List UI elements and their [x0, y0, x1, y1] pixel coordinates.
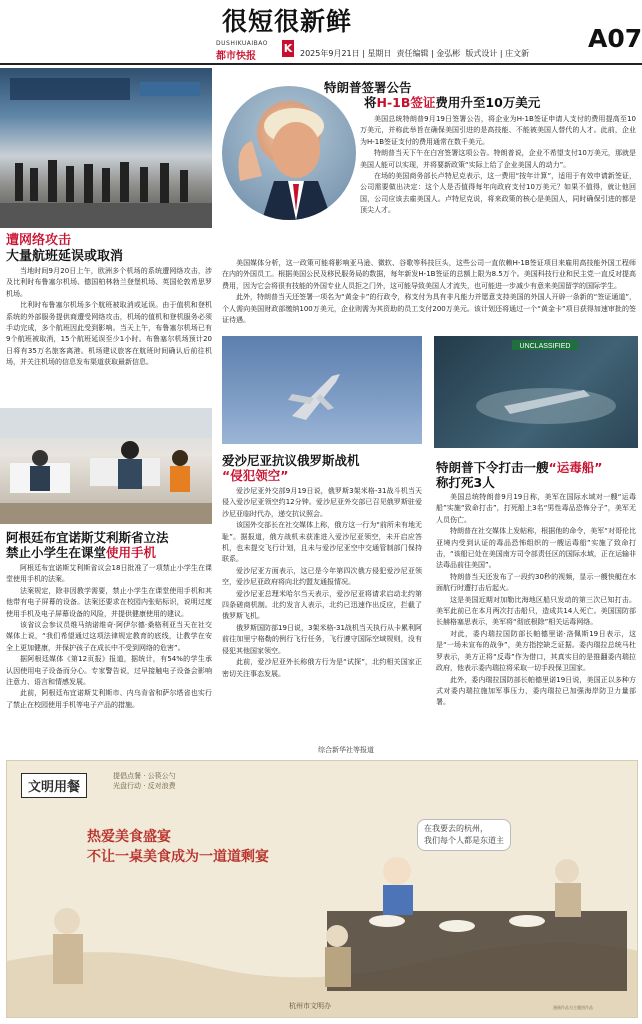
psa-slogan-line1: 热爱美食盛宴: [87, 829, 171, 845]
airport-crowd-illustration: [0, 68, 212, 228]
banquet-illustration: [7, 761, 638, 1018]
estonia-body: [222, 486, 422, 742]
boat-para-5: 对此，委内瑞拉国防部长帕德里诺·洛佩斯19日表示，这是“一场未宣布的战争”，美方指控缺乏证据。委内瑞拉总统马杜罗表示，美方正将“反毒”作为借口，其真实目的是推翻委内瑞拉政府，他表示委内瑞拉将采取一切手段保卫国家。: [436, 629, 636, 673]
psa-tags: [113, 771, 176, 791]
estonia-para-6: 此前，爱沙尼亚外长称俄方行为是“试探”，北约相关国家正密切关注事态发展。: [222, 658, 422, 678]
boat-body: [436, 492, 636, 740]
logo-chinese: 都市快报: [216, 51, 256, 62]
airports-body: [6, 266, 212, 404]
h1b-body-upper: [360, 114, 636, 258]
airport-photo: [0, 68, 212, 228]
boat-para-3: 特朗普当天还发布了一段约30秒的视频，显示一艘快艇在水面航行时遭打击后起火。: [436, 572, 636, 593]
page-number: A07: [588, 24, 642, 53]
airports-headline: [6, 233, 212, 265]
psa-tag-2: 光盘行动 · 反对浪费: [113, 782, 176, 790]
h1b-para-1: 美国总统特朗普9月19日签署公告，将企业为H-1B签证申请人支付的费用提高至10万美元，并称此举旨在确保美国引进的是高技能、不能被美国人替代的人才。此前，企业为H-1B签证支付的费用通常在数千美元。: [360, 115, 636, 146]
h1b-headline-line1: 特朗普签署公告: [324, 80, 412, 95]
psa-banner: [6, 760, 638, 1018]
speech-bubble-line2: 我们每个人都是东道主: [424, 836, 504, 845]
section-title: 很短很新鲜: [222, 7, 353, 36]
h1b-headline-prefix: 将: [364, 95, 377, 111]
fighter-jet-photo: [222, 336, 422, 444]
psa-slogan: [87, 827, 269, 867]
psa-badge: 文明用餐: [21, 773, 87, 798]
airports-subheadline: 大量航班延误或取消: [6, 248, 124, 264]
h1b-para-2: 特朗普当天下午在白宫签署这项公告。特朗普说，企业不希望支付10万美元，那就是美国人能可以实现，并将要新政策“实际上给了企业美国人的动力”。: [360, 149, 636, 169]
estonia-para-1: 爱沙尼亚外交部9月19日说，俄罗斯3架米格-31战斗机当天侵入爱沙尼亚领空约12分钟。爱沙尼亚外交部已召见俄罗斯驻爱沙尼亚临时代办，递交抗议照会。: [222, 487, 422, 518]
speech-bubble-line1: 在我要去的杭州，: [424, 824, 488, 833]
psa-footer: 杭州市文明办: [289, 1002, 331, 1010]
classroom-illustration: [0, 408, 212, 524]
h1b-headline: [324, 80, 574, 111]
argentina-para-4: 据阿根廷媒体《第12页报》报道，据统计，有54%的学生承认因使用电子设备而分心。专家警告说，过早接触电子设备会影响注意力、语言和情感发展。: [6, 655, 212, 687]
airports-para-2: 比利时布鲁塞尔机场多个航班被取消或延误。由于值机和登机系统的外部服务提供商遭受网络攻击，机场的值机和登机服务必须手动完成，多个航班因此受到影响。当天上午，布鲁塞尔机场已有9个航班被取消，15个航班延误至少1小时。布鲁塞尔机场预计20日将有35万名旅客离港。机场建议旅客在航班时间确认后前往机场，并关注机场的信息发布渠道获取最新信息。: [6, 301, 212, 367]
h1b-body-lower: [222, 258, 636, 328]
estonia-headline-highlight: “侵犯领空”: [222, 468, 289, 484]
argentina-body: [6, 563, 212, 735]
classroom-photo: [0, 408, 212, 524]
editor-credit: 责任编辑 | 金弘彬: [396, 49, 461, 58]
drug-boat-photo: [434, 336, 638, 448]
airports-para-1: 当地时间9月20日上午，欧洲多个机场的系统遭网络攻击，涉及比利时布鲁塞尔机场、德国柏林勃兰登堡机场、英国伦敦希思罗机场。: [6, 267, 212, 298]
jet-illustration: [222, 336, 422, 444]
trump-portrait-illustration: [222, 86, 356, 220]
h1b-headline-highlight: H-1B签证: [376, 95, 436, 111]
boat-para-4: 这是美国近期对加勒比海地区船只发动的第三次已知打击。美军此前已在本月两次打击船只，造成共14人死亡。美国国防部长赫格塞思表示，美军将“彻底根除”相关运毒网络。: [436, 595, 636, 627]
argentina-para-5: 此前，阿根廷布宜诺斯艾利斯市、内乌肯省和萨尔塔省也实行了禁止在校园使用手机等电子产品的措施。: [6, 689, 212, 709]
estonia-para-3: 爱沙尼亚方面表示，这已是今年第四次俄方侵犯爱沙尼亚领空，爱沙尼亚政府将向北约盟友通报情况。: [222, 566, 422, 587]
header-rule: [0, 63, 642, 65]
argentina-headline-line1: 阿根廷布宜诺斯艾利斯省立法: [6, 530, 169, 545]
h1b-headline-suffix: 费用升至10万美元: [435, 95, 541, 111]
h1b-para-3: 在场的美国商务部长卢特尼克表示，这一费用“按年计算”，适用于有效申请新签证，公司需要做出决定：这个人是否值得每年向政府支付10万美元？如果不值得，就让他回国，公司应该去雇美国人。卢特尼克说，将来政策的核心是美国人，同时确保引进的都是顶尖人才。: [360, 172, 636, 215]
estonia-headline: [222, 453, 422, 484]
design-credit: 版式设计 | 庄文新: [465, 49, 530, 58]
h1b-para-4: 美国媒体分析，这一政策可能将影响亚马逊、微软、谷歌等科技巨头，这些公司一直依赖H-1B签证项目来雇用高技能外国工程师在内的外国员工。根据美国公民及移民服务局的数据，每年新发H-1B签证的总额上限为8.5万个。美国科技行业和民主党一直反对提高费用，因为它会将很有技能的外国专业人员拒之门外，这可能导致美国人才流失，也可能进一步减少有意来美国留学的国际学生。: [222, 259, 636, 290]
psa-tiny-credit: 漫画作品为主题创作品: [553, 1005, 593, 1010]
boat-para-6: 此外，委内瑞拉国防部长帕德里诺19日说，美国正以多种方式对委内瑞拉施加军事压力，委内瑞拉已加强海岸防卫力量部署。: [436, 675, 636, 707]
speech-bubble: [417, 819, 511, 851]
boat-subheadline: 称打死3人: [436, 475, 495, 491]
logo-english: DUSHIKUAIBAO: [216, 40, 268, 47]
boat-headline-highlight: “运毒船”: [548, 460, 603, 475]
argentina-headline-line2: 禁止小学生在课堂: [6, 545, 107, 561]
boat-headline: [436, 460, 636, 491]
argentina-headline-highlight: 使用手机: [106, 545, 157, 561]
argentina-para-1: 阿根廷布宜诺斯艾利斯省议会18日批准了一项禁止小学生在课堂使用手机的法案。: [6, 564, 212, 584]
svg-text:UNCLASSIFIED: UNCLASSIFIED: [519, 343, 571, 350]
trump-photo: [222, 86, 356, 220]
argentina-headline: [6, 530, 212, 561]
h1b-para-5: 此外，特朗普当天还签署一项名为“黄金卡”的行政令，称支付为具有非凡能力并愿意支持美国的外国人开辟一条新的“签证通道”，个人需向美国财政部缴纳100万美元，企业则需为其资助的员工支付200万美元。该计划还将通过一个“黄金卡”项目获得加速审批的签证待遇。: [222, 293, 636, 325]
estonia-para-4: 爱沙尼亚总理米哈尔当天表示，爱沙尼亚将请求启动北约第四条磋商机制。北约发言人表示，北约已迅速作出反应，拦截了俄罗斯飞机。: [222, 589, 422, 621]
boat-para-2: 特朗普在社交媒体上发帖称，根据他的命令，美军“对哥伦比亚境内受到认证的毒品恐怖组织的一艘运毒船”实施了致命打击，“该船已处在美国南方司令部责任区的国际水域，正在运输非法毒品前往美国”。: [436, 527, 636, 570]
logo-k-icon: K: [283, 42, 293, 55]
psa-slogan-line2: 不让一桌美食成为一道道剩宴: [87, 849, 269, 865]
boat-strike-illustration: [434, 336, 638, 448]
estonia-para-2: 该国外交部长在社交媒体上称，俄方这一行为“前所未有地无耻”。据报道，俄方战机未获准进入爱沙尼亚领空，未开启应答机，也未提交飞行计划，且未与爱沙尼亚空中交通管制部门保持联系。: [222, 521, 422, 564]
boat-headline-line1: 特朗普下令打击一艘: [436, 460, 549, 475]
issue-date: 2025年9月21日 | 星期日: [300, 49, 392, 58]
argentina-para-2: 法案规定，除非因教学需要，禁止小学生在课堂使用手机和其他带有电子屏幕的设备。法案还要求在校园内张贴标识，说明过度使用手机及电子屏幕设备的风险，并提供健康使用的建议。: [6, 586, 212, 618]
airports-headline-highlight: 遭网络攻击: [6, 233, 72, 248]
argentina-para-3: 该省议会参议员维马纳诺维奇·阿伊尔德·桑格利亚当天在社交媒体上说，“我们希望通过这项法律规定教育的底线，让教学在安全上更加健康，并保护孩子在成长中不受到网络的危害”。: [6, 621, 212, 652]
psa-tag-1: 提倡点餐 · 公筷公勺: [113, 772, 176, 780]
boat-para-1: 美国总统特朗普9月19日称，美军在国际水域对一艘“运毒船”实施“致命打击”，打死船上3名“男性毒品恐怖分子”，美军无人员伤亡。: [436, 493, 636, 524]
dateline: [300, 48, 529, 59]
estonia-headline-line1: 爱沙尼亚抗议俄罗斯战机: [222, 453, 360, 468]
estonia-para-5: 俄罗斯国防部19日说，3架米格-31战机当天执行从卡累利阿前往加里宁格勒的例行飞行任务，飞行遵守国际空域规则，没有侵犯其他国家领空。: [222, 623, 422, 655]
news-credit: 综合新华社等报道: [318, 746, 374, 754]
